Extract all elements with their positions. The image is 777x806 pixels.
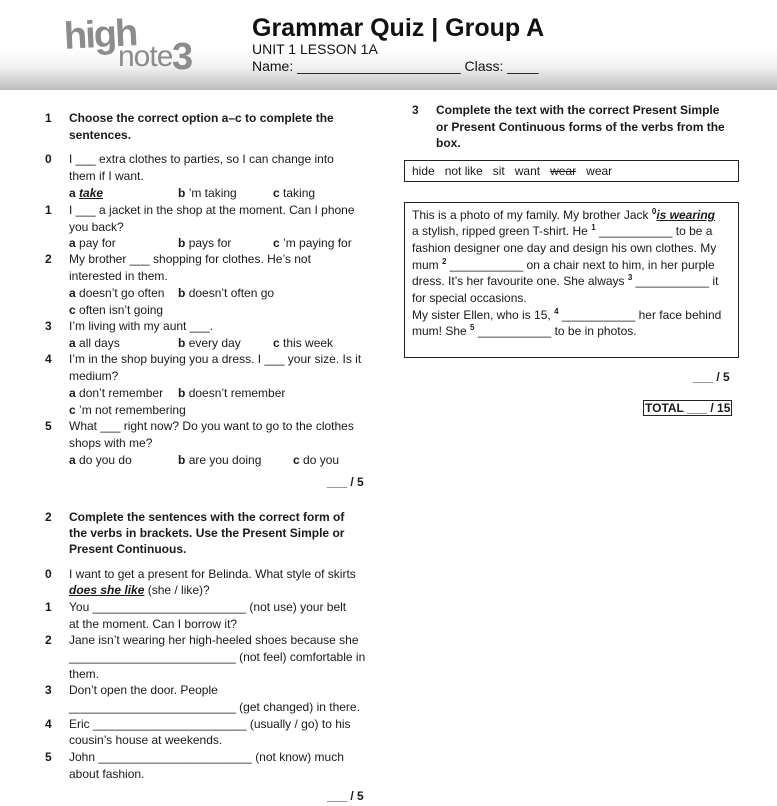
logo-high: high bbox=[62, 12, 138, 58]
ex1-item-number: 1 bbox=[45, 203, 52, 217]
text-line: fashion designer one day and design his own clothes. My bbox=[412, 241, 717, 255]
option-a: do you do bbox=[79, 453, 132, 467]
unit-lesson: UNIT 1 LESSON 1A bbox=[252, 41, 378, 57]
word-box-words bbox=[412, 163, 612, 179]
option-c: do you bbox=[303, 453, 340, 467]
option-c: often isn’t going bbox=[79, 303, 164, 317]
option-b: doesn’t remember bbox=[188, 386, 286, 400]
example-answer: does she like bbox=[69, 583, 145, 597]
word: wear bbox=[586, 164, 613, 178]
option-a-answer: take bbox=[79, 186, 104, 200]
option-a: don’t remember bbox=[79, 386, 164, 400]
ex1-item-options: a pay for b pays for c ’m paying for bbox=[69, 236, 352, 250]
ex1-item-text: you back? bbox=[69, 220, 124, 234]
ex1-item-number: 4 bbox=[45, 352, 52, 366]
text-segment: ___________ to be a bbox=[595, 224, 713, 238]
gap-number: 4 bbox=[554, 307, 559, 316]
ex2-item-number: 3 bbox=[45, 683, 52, 697]
option-c: ’m not remembering bbox=[79, 403, 186, 417]
text-segment: This is a photo of my family. My brother Jack bbox=[412, 208, 652, 222]
ex2-item-text: John _______________________ (not know) much bbox=[69, 750, 344, 764]
ex1-instruction: sentences. bbox=[69, 128, 132, 142]
ex1-item-number: 3 bbox=[45, 319, 52, 333]
ex2-item-text bbox=[69, 582, 210, 598]
ex3-instruction: box. bbox=[436, 136, 461, 150]
text-segment: a stylish, ripped green T-shirt. He bbox=[412, 224, 592, 238]
text-line: for special occasions. bbox=[412, 291, 527, 305]
ex1-item-options: c ’m not remembering bbox=[69, 403, 186, 417]
gap-number: 3 bbox=[627, 273, 633, 282]
ex2-item-number: 1 bbox=[45, 600, 52, 614]
ex2-item-text: them. bbox=[69, 667, 100, 681]
ex2-item-text: Don’t open the door. People bbox=[69, 683, 218, 697]
word-box bbox=[404, 160, 739, 182]
option-c: this week bbox=[283, 336, 334, 350]
ex3-instruction: Complete the text with the correct Present Simple bbox=[436, 103, 720, 117]
option-c: ’m paying for bbox=[283, 236, 352, 250]
page-title: Grammar Quiz | Group A bbox=[252, 14, 545, 42]
text-box bbox=[404, 202, 739, 358]
ex1-item-text: My brother ___ shopping for clothes. He’s not bbox=[69, 252, 311, 266]
word-crossed-out: wear bbox=[550, 164, 577, 178]
ex1-item-number: 5 bbox=[45, 419, 52, 433]
gap-number: 0 bbox=[651, 207, 657, 216]
option-c: taking bbox=[283, 186, 316, 200]
text-line bbox=[412, 307, 721, 323]
ex2-item-text: at the moment. Can I borrow it? bbox=[69, 617, 238, 631]
text-line bbox=[412, 323, 637, 339]
ex1-item-options: c often isn’t going bbox=[69, 303, 164, 317]
text-segment: ___________ to be in photos. bbox=[474, 324, 637, 338]
name-class-line: Name: _____________________ Class: ____ bbox=[252, 58, 539, 74]
ex2-item-text: _________________________ (get changed) in there. bbox=[69, 700, 360, 714]
ex1-item-text: interested in them. bbox=[69, 269, 168, 283]
ex2-instruction: Complete the sentences with the correct form of bbox=[69, 510, 345, 524]
ex1-item-text: I ___ extra clothes to parties, so I can change into bbox=[69, 152, 334, 166]
ex1-item-options: a don’t remember b doesn’t remember bbox=[69, 386, 286, 400]
ex2-item-text: _________________________ (not feel) comfortable in bbox=[69, 650, 366, 664]
option-b: are you doing bbox=[188, 453, 262, 467]
option-b: doesn’t often go bbox=[188, 286, 275, 300]
ex2-item-text: (she / like)? bbox=[144, 583, 210, 597]
ex2-item-text: Jane isn’t wearing her high-heeled shoes because she bbox=[69, 633, 359, 647]
ex2-item-text: about fashion. bbox=[69, 767, 145, 781]
text-segment: ___________ her face behind bbox=[558, 308, 722, 322]
ex1-item-text: them if I want. bbox=[69, 169, 144, 183]
text-line bbox=[412, 207, 715, 223]
ex2-instruction: Present Continuous. bbox=[69, 542, 187, 556]
ex3-number: 3 bbox=[412, 103, 419, 117]
ex2-score: ___ / 5 bbox=[327, 789, 364, 803]
text-segment: dress. It’s her favourite one. She always bbox=[412, 274, 628, 288]
ex1-item-number: 2 bbox=[45, 252, 52, 266]
text-line bbox=[412, 257, 715, 273]
ex1-item-text: I’m living with my aunt ___. bbox=[69, 319, 214, 333]
word: want bbox=[514, 164, 541, 178]
word: sit bbox=[492, 164, 505, 178]
text-line bbox=[412, 223, 712, 239]
text-segment: mum bbox=[412, 258, 442, 272]
text-segment: ___________ on a chair next to him, in her purple bbox=[446, 258, 715, 272]
text-segment: mum! She bbox=[412, 324, 471, 338]
logo-number: 3 bbox=[172, 36, 194, 78]
ex1-item-text: I’m in the shop buying you a dress. I ___ your size. Is it bbox=[69, 352, 362, 366]
option-b: every day bbox=[188, 336, 241, 350]
ex2-item-text: I want to get a present for Belinda. What style of skirts bbox=[69, 567, 356, 581]
ex2-item-text: Eric _______________________ (usually / go) to his bbox=[69, 717, 351, 731]
ex1-item-options: a doesn’t go often b doesn’t often go bbox=[69, 286, 275, 300]
ex1-item-text: What ___ right now? Do you want to go to the clothes bbox=[69, 419, 354, 433]
gap-number: 5 bbox=[470, 323, 475, 332]
text-segment: My sister Ellen, who is 15, bbox=[412, 308, 555, 322]
ex1-item-text: medium? bbox=[69, 369, 119, 383]
ex2-item-number: 2 bbox=[45, 633, 52, 647]
option-a: pay for bbox=[79, 236, 116, 250]
option-b: pays for bbox=[188, 236, 232, 250]
ex1-item-text: shops with me? bbox=[69, 436, 153, 450]
example-answer: is wearing bbox=[656, 208, 715, 222]
option-a: all days bbox=[79, 336, 120, 350]
ex1-score: ___ / 5 bbox=[327, 475, 364, 489]
ex1-instruction: Choose the correct option a–c to complete the bbox=[69, 111, 334, 125]
logo-note: note bbox=[118, 40, 173, 73]
ex1-item-options: a take b ’m taking c taking bbox=[69, 186, 316, 200]
text-segment: ___________ it bbox=[632, 274, 719, 288]
ex3-score: ___ / 5 bbox=[693, 370, 730, 384]
ex2-item-number: 4 bbox=[45, 717, 52, 731]
ex1-item-options: a do you do b are you doing c do you bbox=[69, 453, 340, 467]
ex1-item-number: 0 bbox=[45, 152, 52, 166]
ex2-item-text: You _______________________ (not use) your belt bbox=[69, 600, 347, 614]
word: not like bbox=[444, 164, 483, 178]
ex2-item-number: 0 bbox=[45, 567, 52, 581]
ex2-item-number: 5 bbox=[45, 750, 52, 764]
ex1-item-options: a all days b every day c this week bbox=[69, 336, 334, 350]
ex1-number: 1 bbox=[45, 111, 52, 125]
word: hide bbox=[412, 164, 435, 178]
ex1-item-text: I ___ a jacket in the shop at the moment. Can I phone bbox=[69, 203, 355, 217]
ex2-instruction: the verbs in brackets. Use the Present Simple or bbox=[69, 526, 345, 540]
total-score: TOTAL ___ / 15 bbox=[645, 401, 731, 415]
text-line bbox=[412, 273, 718, 289]
option-b: ’m taking bbox=[188, 186, 237, 200]
ex3-instruction: or Present Continuous forms of the verbs from the bbox=[436, 120, 725, 134]
gap-number: 1 bbox=[591, 223, 596, 232]
ex2-number: 2 bbox=[45, 510, 52, 524]
gap-number: 2 bbox=[442, 257, 447, 266]
ex2-item-text: cousin’s house at weekends. bbox=[69, 733, 223, 747]
option-a: doesn’t go often bbox=[79, 286, 165, 300]
